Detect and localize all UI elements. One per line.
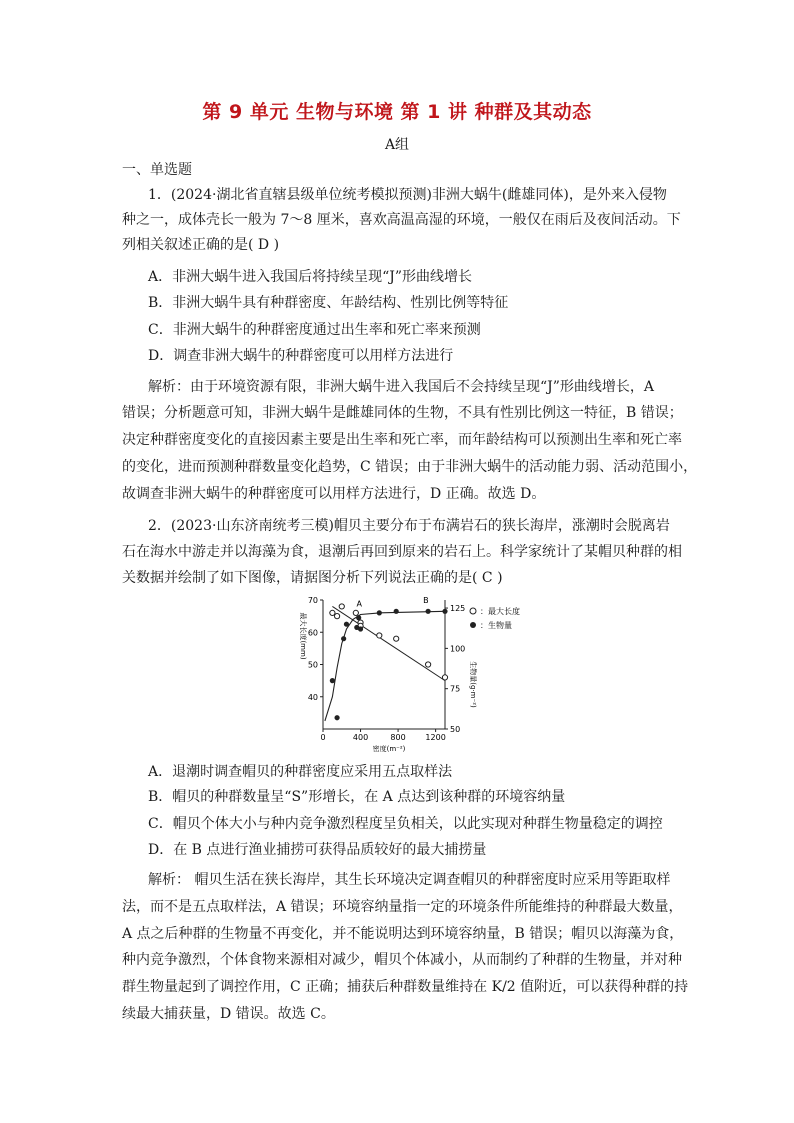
biomass-point <box>394 609 399 614</box>
y-left-tick-label: 70 <box>307 596 318 605</box>
y-right-axis-label: 生物量(g·m⁻²) <box>469 661 477 708</box>
q2-analysis-line: 续最大捕获量，D 错误。故选 C。 <box>122 1006 335 1022</box>
legend-label-biomass: ：生物量 <box>480 621 512 630</box>
density-chart <box>290 592 540 752</box>
group-label: A组 <box>384 137 410 153</box>
q2-analysis-line: A 点之后种群的生物量不再变化，并不能说明达到环境容纳量，B 错误；帽贝以海藻为食， <box>122 926 684 942</box>
x-tick-label: 1200 <box>425 733 446 742</box>
y-left-axis-label: 最大长度(mm) <box>299 612 307 660</box>
biomass-point <box>344 622 349 627</box>
biomass-point <box>442 609 447 614</box>
q1-analysis-line: 解析：由于环境资源有限，非洲大蜗牛进入我国后不会持续呈现“J”形曲线增长，A <box>148 379 655 395</box>
legend-label-length: ：最大长度 <box>480 607 520 616</box>
annotation-b: B <box>423 596 429 606</box>
length-point <box>330 610 335 615</box>
page-title: 第 9 单元 生物与环境 第 1 讲 种群及其动态 <box>202 101 592 123</box>
q1-analysis-line: 的变化，进而预测种群数量变化趋势，C 错误；由于非洲大蜗牛的活动能力弱、活动范围小， <box>122 459 698 475</box>
q2-line: 2．(2023·山东济南统考三模)帽贝主要分布于布满岩石的狭长海岸，涨潮时会脱离岩 <box>148 518 670 534</box>
q2-option-d: D．在 B 点进行渔业捕捞可获得品质较好的最大捕捞量 <box>148 842 487 858</box>
x-tick-label: 0 <box>320 733 326 742</box>
q1-option-d: D．调查非洲大蜗牛的种群密度可以用样方法进行 <box>148 348 454 364</box>
biomass-point <box>334 715 339 720</box>
length-point <box>394 636 399 641</box>
q1-option-a: A．非洲大蜗牛进入我国后将持续呈现“J”形曲线增长 <box>148 269 473 285</box>
q1-line: 种之一，成体壳长一般为 7～8 厘米，喜欢高温高湿的环境，一般仅在雨后及夜间活动。下 <box>122 212 681 228</box>
y-left-tick-label: 50 <box>307 660 318 670</box>
length-point <box>334 614 339 619</box>
x-tick-label: 800 <box>390 733 406 742</box>
length-point <box>426 662 431 667</box>
q1-line: 列相关叙述正确的是( D ) <box>122 237 280 253</box>
x-axis-label: 密度(m⁻²) <box>372 745 406 752</box>
q1-analysis-line: 错误；分析题意可知，非洲大蜗牛是雌雄同体的生物，不具有性别比例这一特征，B 错误； <box>122 405 683 421</box>
y-left-tick-label: 60 <box>307 628 318 638</box>
q1-line: 1．(2024·湖北省直辖县级单位统考模拟预测)非洲大蜗牛(雌雄同体)，是外来入侵物 <box>148 187 667 203</box>
legend-marker-length <box>470 608 476 614</box>
biomass-point <box>377 610 382 615</box>
biomass-point <box>341 636 346 641</box>
q2-analysis-line: 解析： 帽贝生活在狭长海岸，其生长环境决定调查帽贝的种群密度时应采用等距取样 <box>148 872 671 888</box>
q2-analysis-line: 法，而不是五点取样法，A 错误；环境容纳量指一定的环境条件所能维持的种群最大数量， <box>122 899 683 915</box>
q1-option-b: B．非洲大蜗牛具有种群密度、年龄结构、性别比例等特征 <box>148 295 509 311</box>
section-heading: 一、单选题 <box>122 162 192 178</box>
x-tick-label: 400 <box>352 733 369 742</box>
y-right-tick-label: 100 <box>450 644 466 654</box>
annotation-a: A <box>356 599 363 609</box>
q1-analysis-line: 决定种群密度变化的直接因素主要是出生率和死亡率，而年龄结构可以预测出生率和死亡率 <box>122 432 682 448</box>
q2-analysis-line: 种内竞争激烈，个体食物来源相对减少，帽贝个体减小，从而制约了种群的生物量，并对种 <box>122 952 682 968</box>
length-trend-line <box>332 606 445 680</box>
biomass-point <box>426 609 431 614</box>
length-point <box>353 610 358 615</box>
q2-option-c: C．帽贝个体大小与种内竞争激烈程度呈负相关，以此实现对种群生物量稳定的调控 <box>148 816 663 832</box>
q2-option-a: A．退潮时调查帽贝的种群密度应采用五点取样法 <box>148 764 453 780</box>
y-right-tick-label: 75 <box>450 684 461 694</box>
biomass-point <box>356 615 361 620</box>
q2-option-b: B．帽贝的种群数量呈“S”形增长，在 A 点达到该种群的环境容纳量 <box>148 789 566 805</box>
q1-option-c: C．非洲大蜗牛的种群密度通过出生率和死亡率来预测 <box>148 322 481 338</box>
biomass-point <box>330 678 335 683</box>
q2-analysis-line: 群生物量起到了调控作用，C 正确；捕获后种群数量维持在 K/2 值附近，可以获得种群的持 <box>122 979 689 995</box>
q1-analysis-line: 故调查非洲大蜗牛的种群密度可以用样方法进行，D 正确。故选 D。 <box>122 486 546 502</box>
length-point <box>442 675 447 680</box>
biomass-point <box>358 626 363 631</box>
q2-line: 石在海水中游走并以海藻为食，退潮后再回到原来的岩石上。科学家统计了某帽贝种群的相 <box>122 544 682 560</box>
y-right-tick-label: 50 <box>450 725 461 734</box>
y-left-tick-label: 40 <box>307 692 318 702</box>
q2-line: 关数据并绘制了如下图像，请据图分析下列说法正确的是( C ) <box>122 570 503 586</box>
length-point <box>377 633 382 638</box>
length-point <box>339 604 344 609</box>
y-right-tick-label: 125 <box>450 604 466 614</box>
legend-marker-biomass <box>470 622 476 628</box>
